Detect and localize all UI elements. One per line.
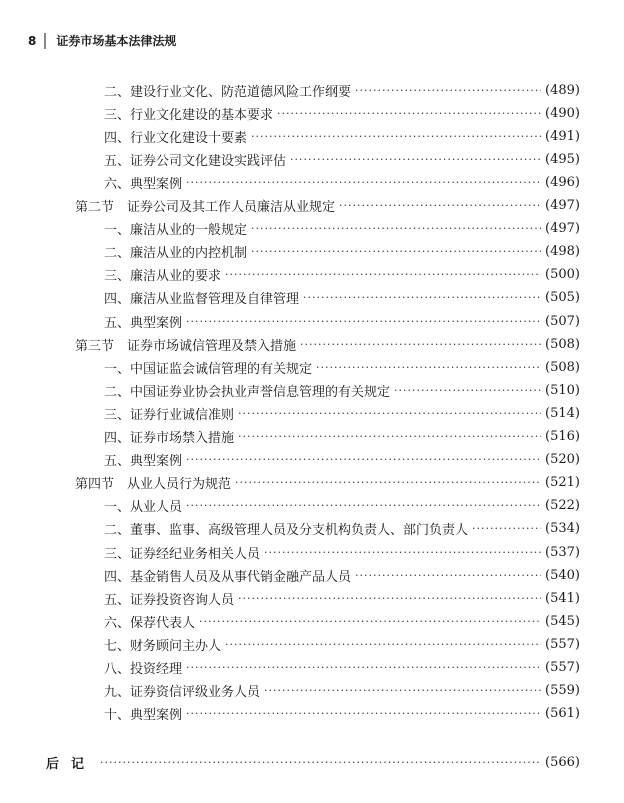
running-header: [28, 32, 176, 49]
toc-entry-title: 五、证券公司文化建设实践评估: [104, 153, 287, 169]
toc-entry[interactable]: [104, 265, 580, 285]
toc-section-entry[interactable]: [75, 196, 580, 216]
toc-section-entry[interactable]: [75, 334, 580, 354]
toc-entry[interactable]: [104, 403, 580, 423]
toc-leader-dots: [355, 84, 541, 97]
toc-entry-page: (508): [545, 359, 580, 375]
toc-leader-dots: [355, 569, 541, 582]
toc-leader-dots: [251, 245, 541, 258]
toc-leader-dots: [277, 107, 541, 120]
toc-entry-title: 四、行业文化建设十要素: [104, 130, 248, 146]
toc-entry-page: (557): [545, 660, 580, 675]
toc-entry-title: 二、董事、监事、高级管理人员及分支机构负责人、部门负责人: [104, 523, 469, 539]
toc-entry-title: 第四节 从业人员行为规范: [75, 477, 232, 493]
toc-entry-page: (559): [545, 683, 580, 699]
toc-entry-page: (496): [545, 174, 580, 190]
toc-leader-dots: [186, 661, 541, 674]
toc-entry-title: 九、证券资信评级业务人员: [104, 685, 261, 701]
toc-entry-page: (541): [545, 590, 580, 606]
toc-entry-page: (534): [545, 521, 580, 537]
toc-leader-dots: [316, 361, 541, 374]
toc-entry-title: 第二节 证券公司及其工作人员廉洁从业规定: [75, 200, 336, 215]
toc-entry-page: (521): [545, 475, 580, 491]
toc-leader-dots: [472, 522, 541, 535]
toc-entry-afterword[interactable]: [46, 752, 580, 772]
header-divider: [44, 33, 46, 49]
toc-entry-title: 四、证券市场禁入措施: [104, 431, 235, 446]
toc-entry[interactable]: [104, 519, 580, 539]
toc-leader-dots: [300, 338, 541, 351]
toc-leader-dots: [238, 430, 541, 443]
toc-leader-dots: [251, 130, 541, 143]
toc-entry-title: 五、典型案例: [104, 454, 183, 470]
toc-entry-title: 二、廉洁从业的内控机制: [104, 246, 248, 262]
toc-leader-dots: [238, 592, 541, 605]
toc-entry-title: 一、从业人员: [104, 500, 183, 516]
toc-entry[interactable]: [104, 380, 580, 400]
toc-entry-page: (537): [545, 544, 580, 560]
toc-entry-title: 三、证券行业诚信准则: [104, 407, 235, 423]
toc-entry[interactable]: [104, 80, 580, 100]
toc-entry[interactable]: [104, 611, 580, 631]
toc-entry[interactable]: [104, 103, 580, 123]
toc-entry[interactable]: [104, 542, 580, 562]
toc-entry-page: (498): [545, 244, 580, 260]
toc-entry-page: (495): [545, 151, 580, 167]
toc-entry-title: 一、中国证监会诚信管理的有关规定: [104, 361, 313, 377]
toc-entry[interactable]: [104, 450, 580, 470]
toc-leader-dots: [251, 222, 541, 235]
toc-leader-dots: [290, 153, 541, 166]
toc-leader-dots: [186, 176, 541, 189]
toc-leader-dots: [225, 638, 541, 651]
toc-entry[interactable]: [104, 427, 580, 447]
toc-entry-page: (508): [545, 336, 580, 352]
toc-leader-dots: [264, 684, 541, 697]
toc-entry[interactable]: [104, 126, 580, 146]
toc-entry-title: 三、证券经纪业务相关人员: [104, 546, 261, 562]
toc-entry-title: 五、典型案例: [104, 315, 183, 331]
toc-entry[interactable]: [104, 311, 580, 331]
toc-entry-title: 后记: [46, 756, 97, 772]
toc-entry-page: (505): [545, 290, 580, 306]
toc-entry[interactable]: [104, 149, 580, 169]
toc-entry-page: (497): [545, 198, 580, 213]
toc-entry-page: (557): [545, 636, 580, 652]
toc-entry-page: (514): [545, 405, 580, 421]
toc-leader-dots: [100, 756, 541, 769]
book-title: 证券市场基本法律法规: [56, 34, 177, 48]
toc-entry-page: (490): [545, 105, 580, 121]
toc-entry-page: (489): [545, 82, 580, 98]
toc-entry-page: (491): [545, 128, 580, 144]
toc-entry-title: 八、投资经理: [104, 662, 183, 677]
toc-entry[interactable]: [104, 288, 580, 308]
toc-leader-dots: [186, 453, 541, 466]
toc-entry-page: (510): [545, 382, 580, 398]
toc-leader-dots: [186, 707, 541, 720]
toc-entry[interactable]: [104, 565, 580, 585]
toc-entry[interactable]: [104, 634, 580, 654]
toc-leader-dots: [186, 315, 541, 328]
toc-entry-page: (540): [545, 567, 580, 583]
toc-entry-title: 四、基金销售人员及从事代销金融产品人员: [104, 569, 352, 585]
toc-entry[interactable]: [104, 242, 580, 262]
toc-entry-page: (545): [545, 613, 580, 629]
toc-entry-title: 六、保荐代表人: [104, 615, 196, 631]
toc-entry-page: (561): [545, 706, 580, 722]
toc-entry[interactable]: [104, 357, 580, 377]
toc-entry[interactable]: [104, 172, 580, 192]
toc-entry-title: 第三节 证券市场诚信管理及禁入措施: [75, 338, 297, 354]
toc-entry-page: (507): [545, 313, 580, 329]
toc-entry-title: 五、证券投资咨询人员: [104, 592, 235, 608]
toc-entry-page: (520): [545, 452, 580, 468]
toc-leader-dots: [339, 199, 541, 212]
toc-leader-dots: [238, 407, 541, 420]
toc-entry-title: 六、典型案例: [104, 176, 183, 192]
toc-entry-title: 一、廉洁从业的一般规定: [104, 223, 248, 239]
toc-entry[interactable]: [104, 219, 580, 239]
page-number: 8: [28, 33, 37, 48]
toc-entry[interactable]: [104, 588, 580, 608]
toc-leader-dots: [199, 615, 541, 628]
toc-entry-title: 三、廉洁从业的要求: [104, 269, 222, 285]
toc-leader-dots: [186, 499, 541, 512]
toc-entry-page: (500): [545, 267, 580, 283]
toc-entry-page: (566): [545, 754, 580, 770]
toc-entry-title: 三、行业文化建设的基本要求: [104, 107, 274, 123]
toc-entry-title: 二、建设行业文化、防范道德风险工作纲要: [104, 84, 352, 100]
toc-entry-page: (516): [545, 429, 580, 444]
toc-entry[interactable]: [104, 704, 580, 724]
toc-entry-title: 二、中国证券业协会执业声誉信息管理的有关规定: [104, 384, 391, 400]
toc-entry-page: (497): [545, 221, 580, 237]
toc-entry-title: 十、典型案例: [104, 708, 183, 724]
toc-entry[interactable]: [104, 496, 580, 516]
toc-entry[interactable]: [104, 658, 580, 678]
toc-section-entry[interactable]: [75, 473, 580, 493]
toc-leader-dots: [264, 546, 541, 559]
toc-leader-dots: [394, 384, 541, 397]
toc-entry-title: 四、廉洁从业监督管理及自律管理: [104, 292, 300, 308]
toc-entry[interactable]: [104, 681, 580, 701]
toc-leader-dots: [303, 291, 541, 304]
toc-leader-dots: [235, 476, 541, 489]
toc-entry-title: 七、财务顾问主办人: [104, 638, 222, 654]
toc-entry-page: (522): [545, 498, 580, 514]
toc-leader-dots: [225, 268, 541, 281]
